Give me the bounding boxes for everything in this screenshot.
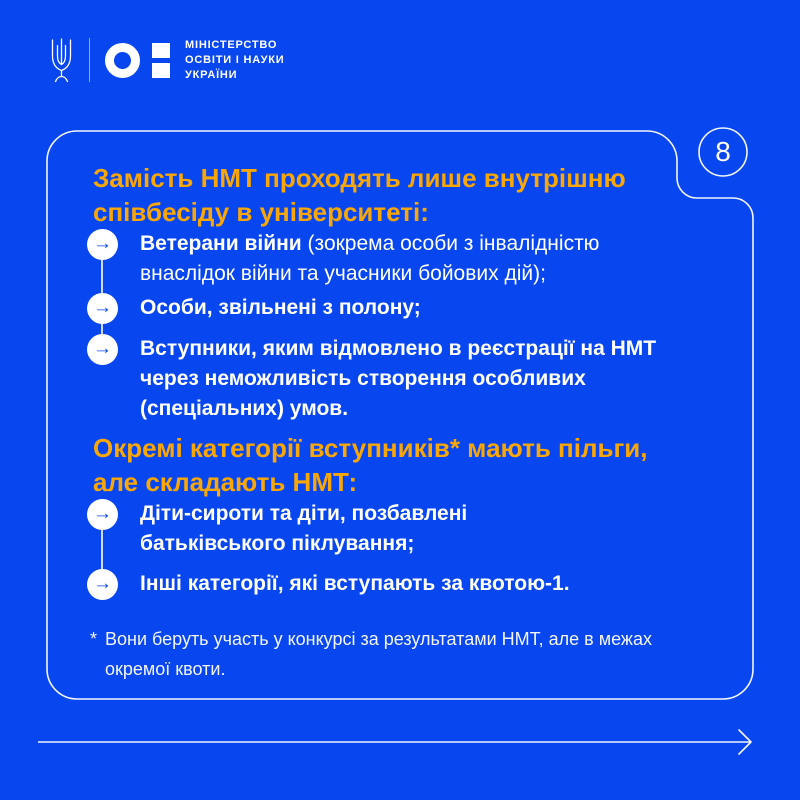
footnote bbox=[90, 624, 693, 684]
bullet-text: Вступники, яким відмовлено в реєстрації на НМТ через неможливість створення особливих (спеціальних) умов. bbox=[140, 337, 657, 420]
arrow-circle-icon bbox=[87, 293, 118, 324]
arrow-circle-icon bbox=[87, 499, 118, 530]
heading-line: Замість НМТ проходять лише внутрішню bbox=[93, 163, 626, 193]
footnote-text: Вони беруть участь у конкурсі за результатами НМТ, але в межах окремої квоти. bbox=[105, 629, 652, 679]
ministry-name-line: ОСВІТИ І НАУКИ bbox=[185, 53, 285, 66]
bottom-arrow-head bbox=[739, 730, 751, 754]
ministry-name-line: МІНІСТЕРСТВО bbox=[185, 38, 278, 51]
arrow-circle-icon bbox=[87, 334, 118, 365]
bullet-text: Ветерани війни (зокрема особи з інвалідністю внаслідок війни та учасники бойових дій); bbox=[140, 232, 600, 285]
trident-icon bbox=[48, 36, 75, 84]
arrow-circle-icon bbox=[87, 569, 118, 600]
heading-line: співбесіду в університеті: bbox=[93, 197, 429, 227]
ministry-logo bbox=[48, 36, 284, 84]
arrow-circle-icon bbox=[87, 229, 118, 260]
bullet-text: Особи, звільнені з полону; bbox=[140, 296, 421, 319]
list-item bbox=[93, 229, 693, 289]
section2-list bbox=[93, 499, 693, 600]
heading-line: Окремі категорії вступників* мають пільги, bbox=[93, 433, 648, 463]
list-item bbox=[93, 334, 693, 424]
list-item bbox=[93, 293, 693, 324]
section1-list bbox=[93, 229, 693, 424]
right-arrow-icon: → bbox=[93, 233, 112, 254]
section1-heading bbox=[93, 161, 693, 229]
right-arrow-icon: → bbox=[93, 573, 112, 594]
bullet-text: Інші категорії, які вступають за квотою-1. bbox=[140, 572, 570, 595]
right-arrow-icon: → bbox=[93, 338, 112, 359]
asterisk-marker: * bbox=[90, 629, 98, 649]
right-arrow-icon: → bbox=[93, 503, 112, 524]
list-item bbox=[93, 569, 693, 600]
ministry-name bbox=[185, 38, 284, 83]
heading-line: але складають НМТ: bbox=[93, 467, 358, 497]
logo-divider bbox=[89, 38, 90, 82]
page-number: 8 bbox=[715, 136, 731, 167]
right-arrow-icon: → bbox=[93, 297, 112, 318]
card-content bbox=[90, 161, 693, 684]
section2-heading bbox=[93, 431, 693, 499]
mon-logo-mark bbox=[105, 43, 170, 78]
bullet-text: Діти-сироти та діти, позбавлені батьківського піклування; bbox=[140, 502, 468, 555]
squares-icon bbox=[152, 43, 170, 78]
ring-icon bbox=[105, 43, 140, 78]
ministry-name-line: УКРАЇНИ bbox=[185, 68, 238, 81]
list-item bbox=[93, 499, 693, 559]
